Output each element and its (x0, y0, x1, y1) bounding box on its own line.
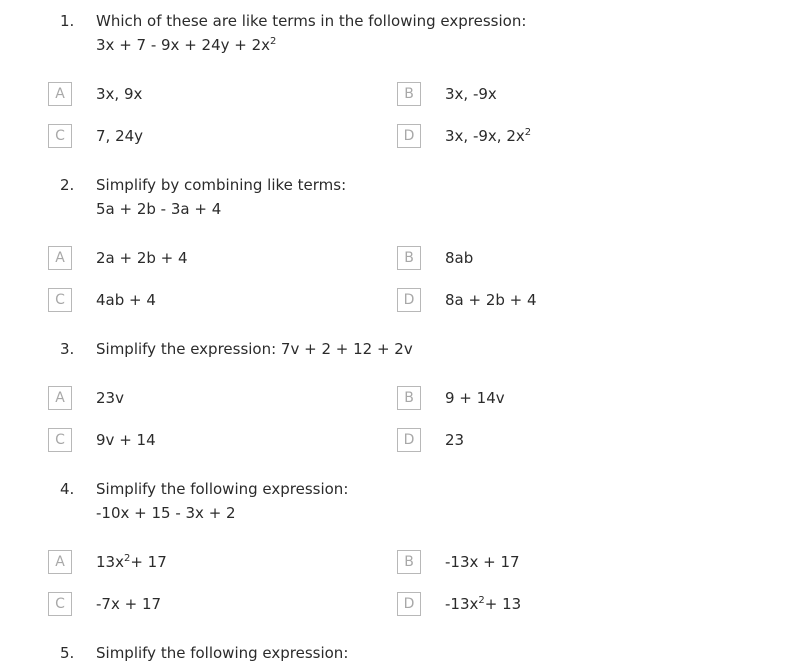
question-expression: -10x + 15 - 3x + 2 (96, 504, 236, 522)
question-prompt: Simplify the following expression: (96, 644, 349, 662)
answer-letter-box[interactable]: A (48, 550, 72, 574)
question-number: 1. (60, 12, 75, 30)
question-prompt: Which of these are like terms in the following expression: (96, 12, 527, 30)
answer-text: 4ab + 4 (96, 291, 156, 309)
question-expression: $3x + 7 - 9x + 24y + 2x^2$ (96, 36, 277, 54)
answer-text: 9v + 14 (96, 431, 156, 449)
exponent: 2 (524, 127, 532, 138)
answer-letter-box[interactable]: A (48, 82, 72, 106)
answer-letter-box[interactable]: C (48, 124, 72, 148)
answer-text: 23 (445, 431, 465, 449)
question-number: 2. (60, 176, 75, 194)
answer-text: 3x, -9x, $2x^2$ (445, 127, 532, 145)
answer-letter-box[interactable]: A (48, 386, 72, 410)
exponent: 2 (478, 595, 485, 606)
answer-text: $13x^2+ 17$ (96, 553, 167, 571)
answer-letter-box[interactable]: B (397, 82, 421, 106)
question-prompt: Simplify the following expression: (96, 480, 349, 498)
answer-text: 7, 24y (96, 127, 144, 145)
question-prompt: Simplify by combining like terms: (96, 176, 347, 194)
answer-letter-box[interactable]: C (48, 288, 72, 312)
answer-letter-box[interactable]: C (48, 592, 72, 616)
answer-text: 2a + 2b + 4 (96, 249, 188, 267)
answer-letter-box[interactable]: B (397, 386, 421, 410)
exponent: 2 (270, 36, 277, 47)
answer-letter-box[interactable]: A (48, 246, 72, 270)
answer-letter-box[interactable]: C (48, 428, 72, 452)
question-number: 5. (60, 644, 75, 662)
answer-text: -13x + 17 (445, 553, 520, 571)
answer-text: 8ab (445, 249, 474, 267)
exponent: 2 (123, 553, 131, 564)
answer-letter-box[interactable]: B (397, 246, 421, 270)
answer-text: -7x + 17 (96, 595, 162, 613)
answer-letter-box[interactable]: D (397, 428, 421, 452)
answer-letter-box[interactable]: D (397, 288, 421, 312)
question-number: 3. (60, 340, 75, 358)
answer-text: 3x, -9x (445, 85, 497, 103)
answer-text: 9 + 14v (445, 389, 505, 407)
question-number: 4. (60, 480, 75, 498)
answer-text: $-13x^2+ 13$ (445, 595, 522, 613)
question-prompt: Simplify the expression: 7v + 2 + 12 + 2v (96, 340, 413, 358)
question-expression: 5a + 2b - 3a + 4 (96, 200, 222, 218)
answer-letter-box[interactable]: B (397, 550, 421, 574)
answer-text: 23v (96, 389, 124, 407)
answer-letter-box[interactable]: D (397, 124, 421, 148)
answer-text: 3x, 9x (96, 85, 143, 103)
answer-text: 8a + 2b + 4 (445, 291, 537, 309)
answer-letter-box[interactable]: D (397, 592, 421, 616)
